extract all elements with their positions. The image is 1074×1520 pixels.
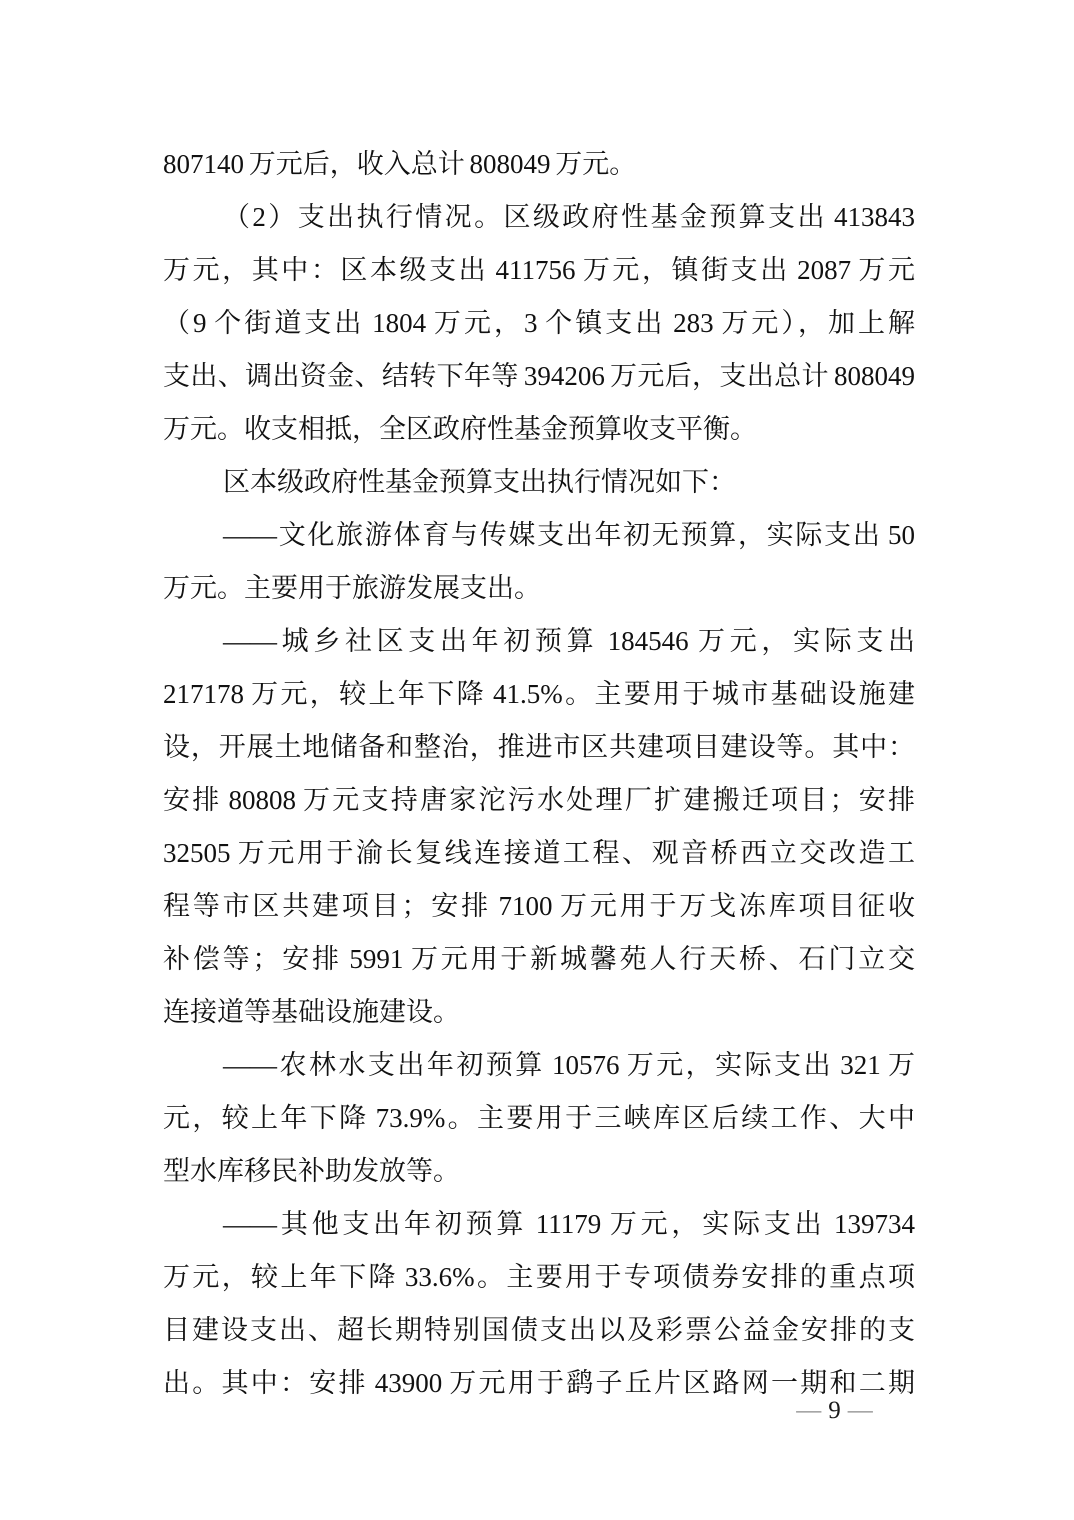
document-body bbox=[163, 138, 915, 1410]
text-line: 支出、调出资金、结转下年等 394206 万元后，支出总计 808049 bbox=[163, 361, 915, 391]
page-number-right-dash: — bbox=[847, 1397, 874, 1424]
text-line: （9 个街道支出 1804 万元，3 个镇支出 283 万元），加上解 bbox=[163, 308, 915, 338]
text-line: 出。其中：安排 43900 万元用于鹞子丘片区路网一期和二期 bbox=[163, 1368, 915, 1398]
text-line: 32505 万元用于渝长复线连接道工程、观音桥西立交改造工 bbox=[163, 838, 915, 868]
text-line: 217178 万元，较上年下降 41.5%。主要用于城市基础设施建 bbox=[163, 679, 915, 709]
text-line: 区本级政府性基金预算支出执行情况如下： bbox=[223, 467, 736, 497]
text-line: ——农林水支出年初预算 10576 万元，实际支出 321 万 bbox=[223, 1050, 915, 1080]
text-line: 安排 80808 万元支持唐家沱污水处理厂扩建搬迁项目；安排 bbox=[163, 785, 915, 815]
page-number bbox=[783, 1396, 887, 1426]
text-line: 补偿等；安排 5991 万元用于新城馨苑人行天桥、石门立交 bbox=[163, 944, 915, 974]
text-line: 连接道等基础设施建设。 bbox=[163, 997, 460, 1027]
text-line: 807140 万元后，收入总计 808049 万元。 bbox=[163, 149, 637, 179]
page-number-left-dash: — bbox=[796, 1397, 823, 1424]
text-line: 万元，较上年下降 33.6%。主要用于专项债券安排的重点项 bbox=[163, 1262, 915, 1292]
text-line: ——其他支出年初预算 11179 万元，实际支出 139734 bbox=[223, 1209, 915, 1239]
text-line: 型水库移民补助发放等。 bbox=[163, 1156, 460, 1186]
text-line: 程等市区共建项目；安排 7100 万元用于万戈冻库项目征收 bbox=[163, 891, 915, 921]
text-line: ——城乡社区支出年初预算 184546 万元，实际支出 bbox=[223, 626, 915, 656]
text-line: ——文化旅游体育与传媒支出年初无预算，实际支出 50 bbox=[223, 520, 915, 550]
text-line: 设，开展土地储备和整治，推进市区共建项目建设等。其中： bbox=[163, 732, 915, 762]
text-line: 目建设支出、超长期特别国债支出以及彩票公益金安排的支 bbox=[163, 1315, 915, 1345]
page-number-value: 9 bbox=[828, 1397, 842, 1424]
text-line: 元，较上年下降 73.9%。主要用于三峡库区后续工作、大中 bbox=[163, 1103, 915, 1133]
text-line: （2）支出执行情况。区级政府性基金预算支出 413843 bbox=[223, 202, 915, 232]
text-line: 万元，其中：区本级支出 411756 万元，镇街支出 2087 万元 bbox=[163, 255, 915, 285]
text-line: 万元。收支相抵，全区政府性基金预算收支平衡。 bbox=[163, 414, 757, 444]
text-line: 万元。主要用于旅游发展支出。 bbox=[163, 573, 541, 603]
